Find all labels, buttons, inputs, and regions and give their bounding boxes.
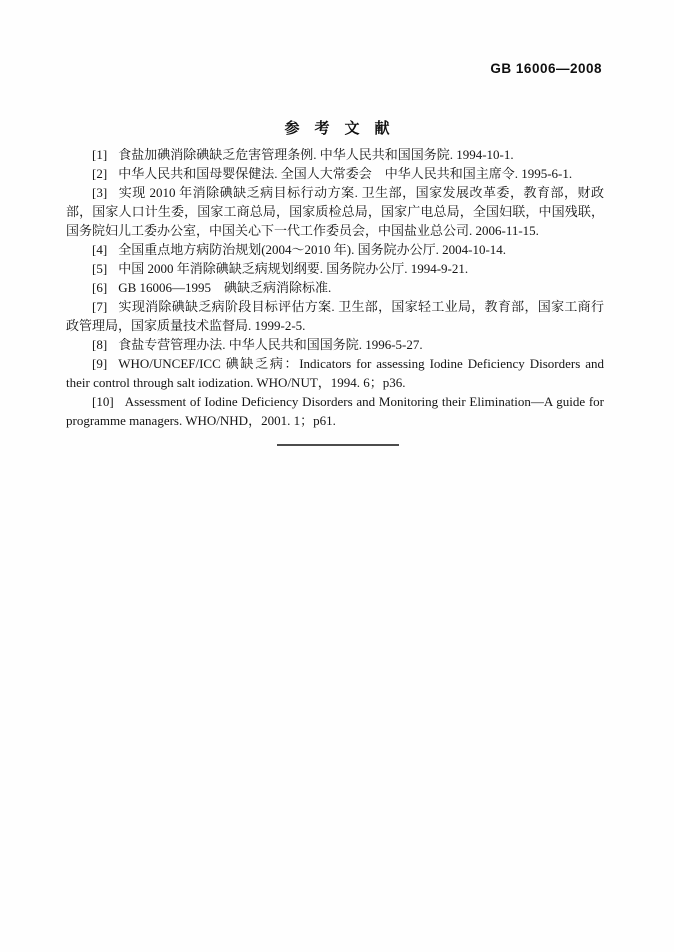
reference-item <box>66 297 604 335</box>
reference-item <box>66 183 604 240</box>
reference-text: 中国 2000 年消除碘缺乏病规划纲要. 国务院办公厅. 1994-9-21. <box>118 261 469 276</box>
reference-marker: [10] <box>92 394 114 409</box>
reference-marker: [4] <box>92 242 108 257</box>
reference-text: 食盐专营管理办法. 中华人民共和国国务院. 1996-5-27. <box>118 337 423 352</box>
standard-number: GB 16006—2008 <box>490 61 602 76</box>
reference-text: GB 16006—1995 碘缺乏病消除标准. <box>118 280 332 295</box>
reference-text: WHO/UNCEF/ICC 碘缺乏病：Indicators for assessing Iodine Deficiency Disorders and their control through salt iodization. WHO/NUT，1994. 6；p36. <box>66 356 604 390</box>
reference-marker: [9] <box>92 356 108 371</box>
reference-marker: [3] <box>92 185 108 200</box>
reference-item <box>66 240 604 259</box>
reference-text: 全国重点地方病防治规划(2004～2010 年). 国务院办公厅. 2004-10-14. <box>118 242 507 257</box>
reference-item <box>66 354 604 392</box>
reference-text: 实现 2010 年消除碘缺乏病目标行动方案. 卫生部，国家发展改革委，教育部，财政部，国家人口计生委，国家工商总局，国家质检总局，国家广电总局，全国妇联，中国残联，国务院妇儿工委办公室，中国关心下一代工作委员会，中国盐业总公司. 2006-11-15. <box>66 185 604 238</box>
reference-item <box>66 164 604 183</box>
reference-marker: [2] <box>92 166 108 181</box>
reference-marker: [8] <box>92 337 108 352</box>
references-title: 参 考 文 献 <box>284 121 390 137</box>
reference-text: 中华人民共和国母婴保健法. 全国人大常委会 中华人民共和国主席令. 1995-6-1. <box>118 166 573 181</box>
reference-text: 食盐加碘消除碘缺乏危害管理条例. 中华人民共和国国务院. 1994-10-1. <box>118 147 514 162</box>
reference-item <box>66 145 604 164</box>
reference-item <box>66 278 604 297</box>
references-list <box>66 145 604 430</box>
reference-marker: [1] <box>92 147 108 162</box>
reference-text: Assessment of Iodine Deficiency Disorders and Monitoring their Elimination—A guide for programme managers. WHO/NHD，2001. 1；p61. <box>66 394 604 428</box>
reference-item <box>66 392 604 430</box>
reference-marker: [7] <box>92 299 108 314</box>
reference-text: 实现消除碘缺乏病阶段目标评估方案. 卫生部，国家轻工业局，教育部，国家工商行政管理局，国家质量技术监督局. 1999-2-5. <box>66 299 604 333</box>
end-of-document-divider <box>277 444 399 446</box>
reference-marker: [6] <box>92 280 108 295</box>
reference-item <box>66 335 604 354</box>
reference-marker: [5] <box>92 261 108 276</box>
reference-item <box>66 259 604 278</box>
